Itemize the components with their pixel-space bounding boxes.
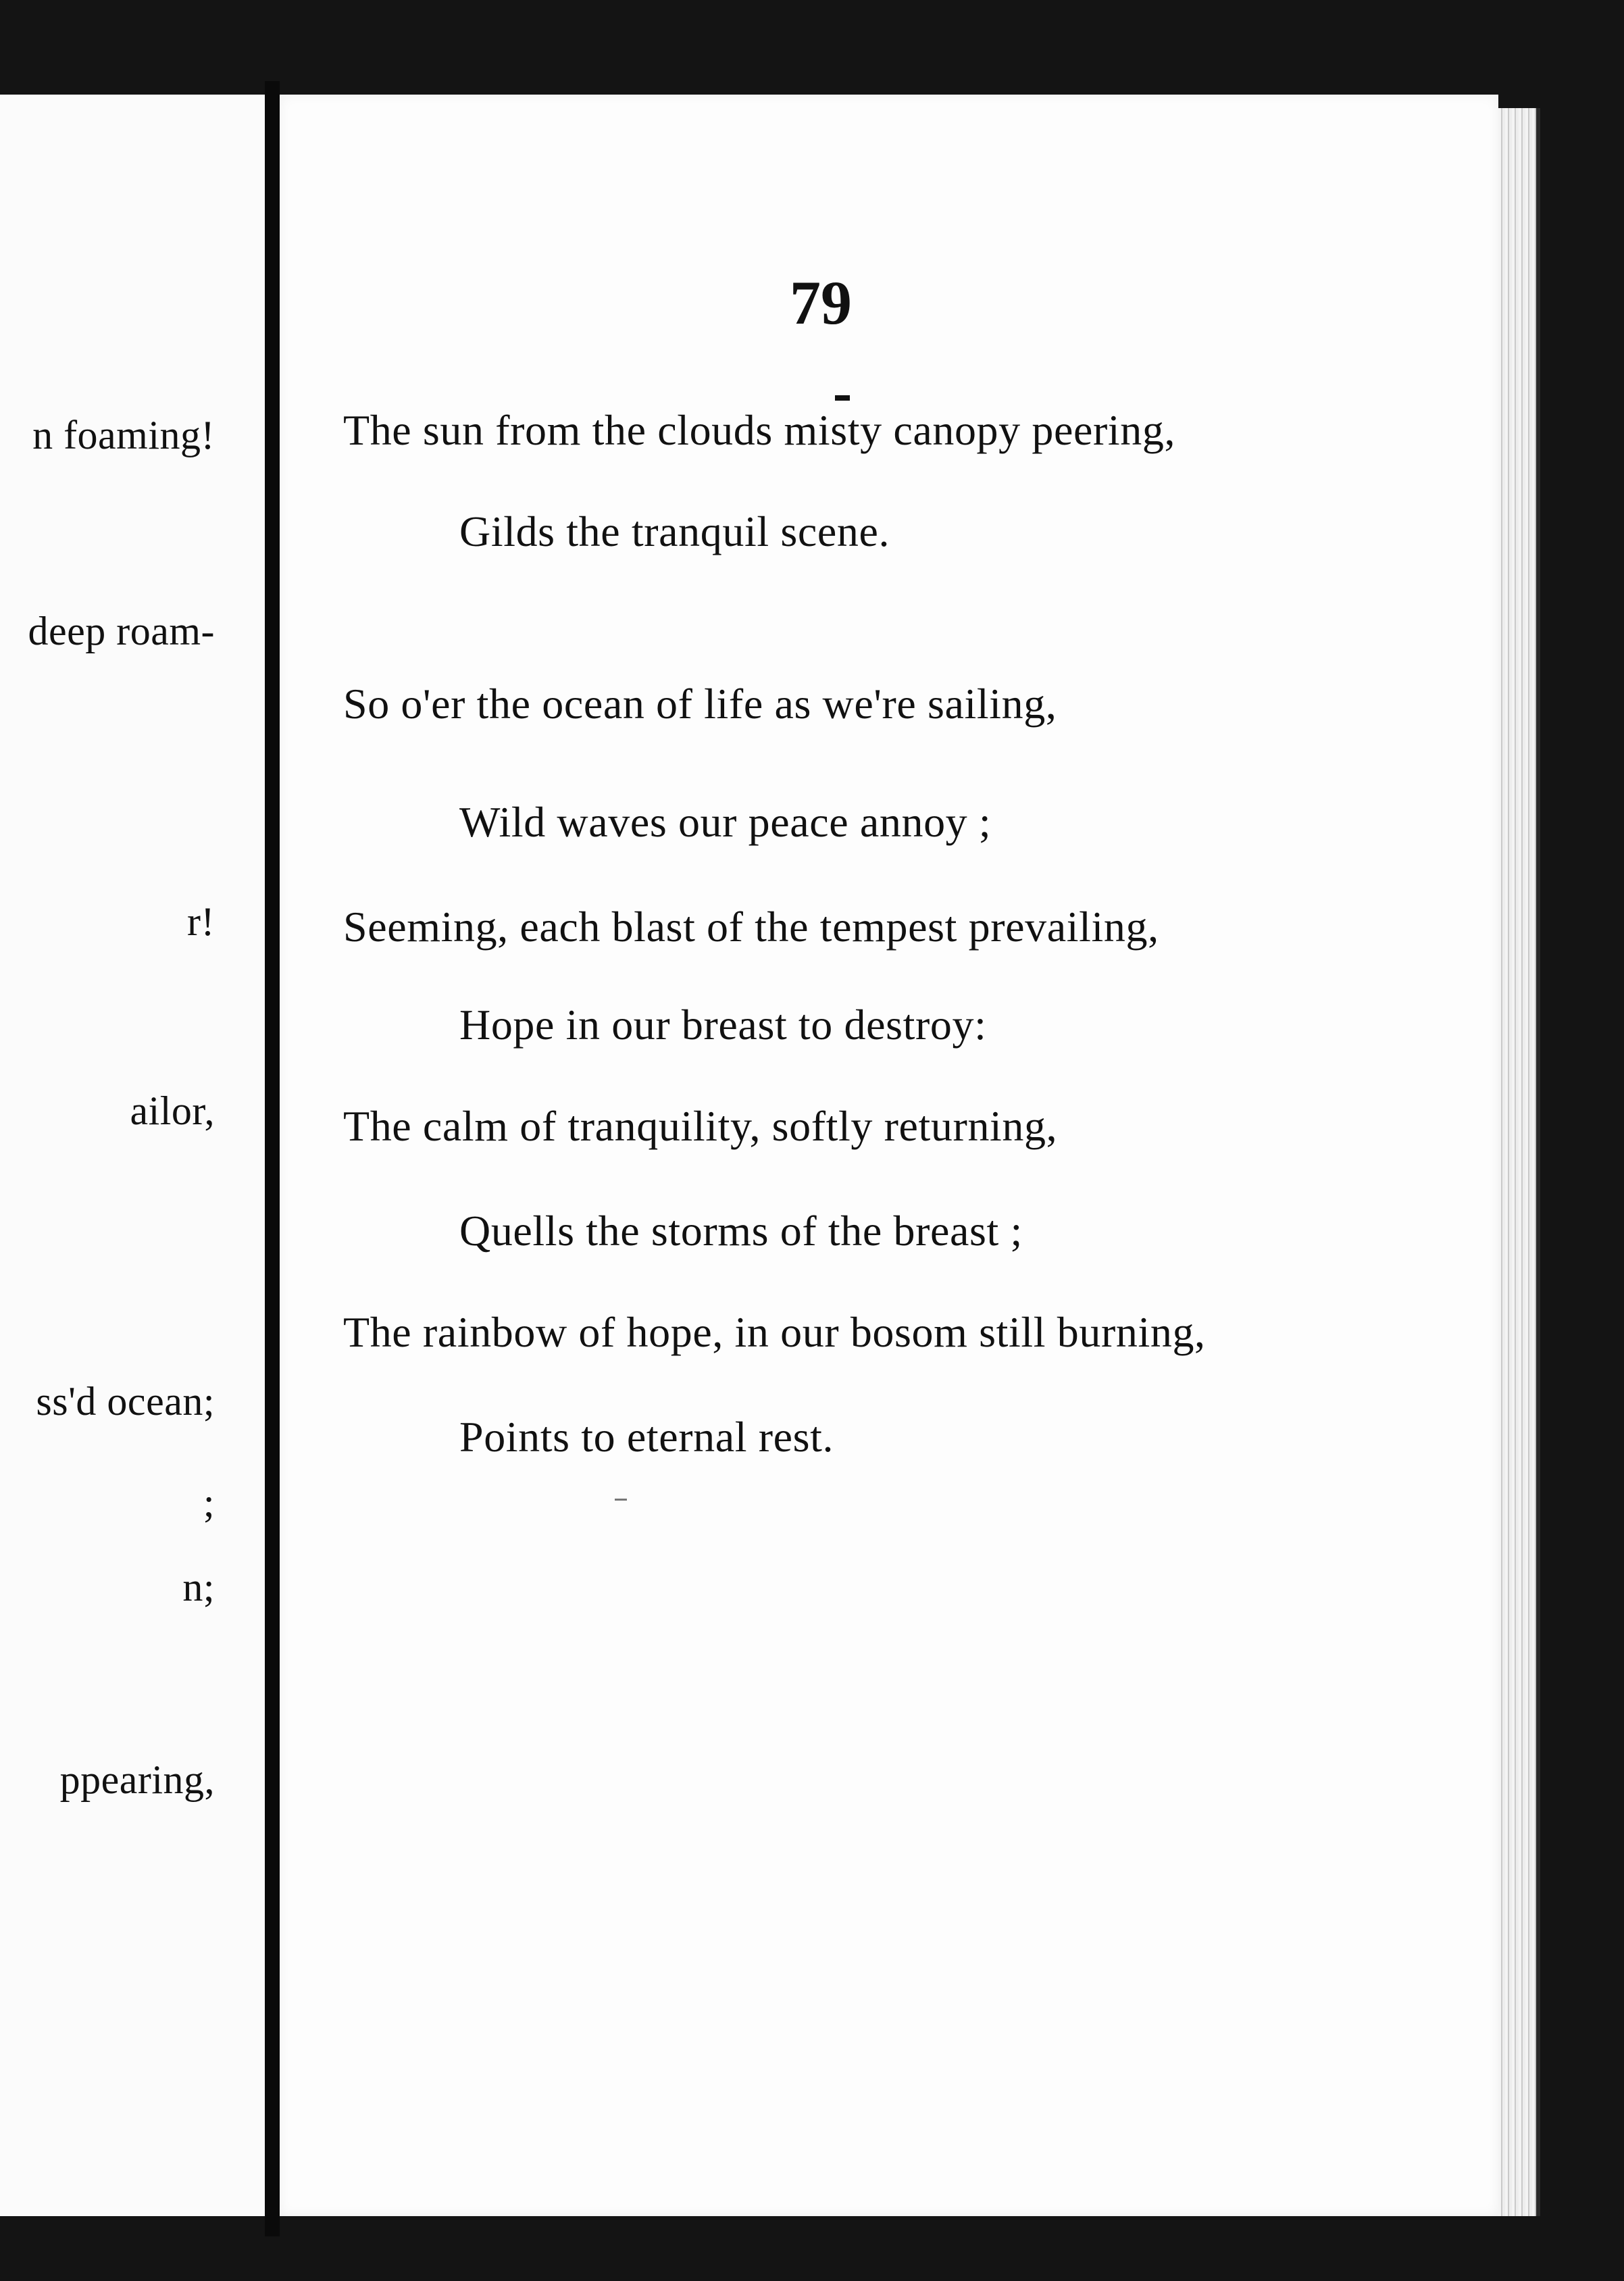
left-line-fragment: r! bbox=[187, 899, 215, 944]
poem-line: Seeming, each blast of the tempest prevailing, bbox=[343, 903, 1159, 951]
poem-line: Points to eternal rest. bbox=[459, 1413, 834, 1461]
left-line-fragment: ss'd ocean; bbox=[36, 1379, 215, 1424]
poem-line: The sun from the clouds misty canopy peering, bbox=[343, 406, 1176, 454]
poem-line: Hope in our breast to destroy: bbox=[459, 1001, 987, 1049]
left-line-fragment: ppearing, bbox=[59, 1757, 215, 1802]
poem-line: The rainbow of hope, in our bosom still burning, bbox=[343, 1308, 1206, 1356]
previous-page-fragment bbox=[0, 95, 265, 2216]
page-number: 79 bbox=[790, 268, 852, 337]
book-gutter bbox=[265, 81, 280, 2236]
print-mark bbox=[615, 1499, 627, 1501]
left-line-fragment: n; bbox=[182, 1565, 215, 1609]
left-line-fragment: deep roam- bbox=[28, 609, 215, 653]
left-line-fragment: ailor, bbox=[130, 1088, 215, 1133]
poem-line: So o'er the ocean of life as we're sailing, bbox=[343, 680, 1057, 728]
poem-line: Wild waves our peace annoy ; bbox=[459, 798, 992, 846]
poem-line: The calm of tranquility, softly returning, bbox=[343, 1102, 1058, 1150]
poem-line: Gilds the tranquil scene. bbox=[459, 507, 890, 555]
poem-line: Quells the storms of the breast ; bbox=[459, 1207, 1023, 1255]
left-line-fragment: ; bbox=[203, 1480, 215, 1525]
left-line-fragment: n foaming! bbox=[32, 413, 215, 457]
page-edges bbox=[1498, 108, 1540, 2216]
page-number-rule bbox=[835, 395, 850, 401]
